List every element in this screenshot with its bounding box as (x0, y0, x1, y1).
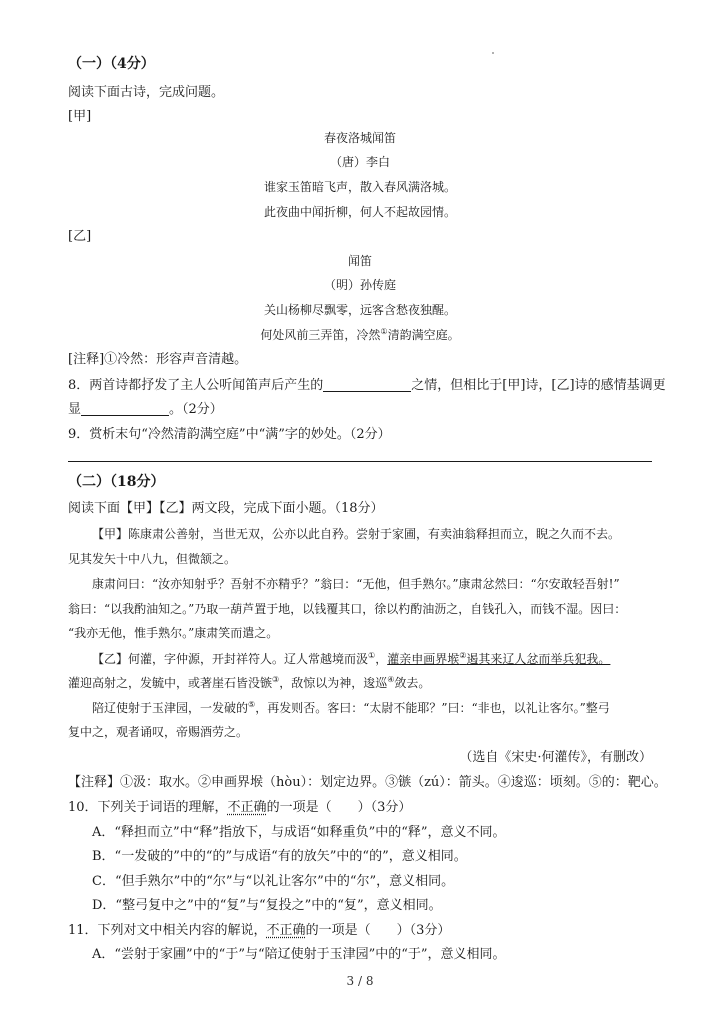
poem-a-author: （唐）李白 (329, 155, 390, 169)
question-8-line1: 8．两首诗都抒发了主人公听闻笛声后产生的 之情，但相比于[甲]诗，[乙]诗的感情基调更 (68, 378, 666, 393)
passage-jia-line3: 康肃问曰：“汝亦知射乎？吾射不亦精乎？”翁曰：“无他，但手熟尔。”康肃忿然曰：“尔安敢轻吾射!” (92, 577, 620, 591)
passage-yi-line2: 灌迎高射之，发毓中，或著崖石皆没镞③，敌惊以为神，逡巡④敛去。 (68, 675, 431, 690)
question-11: 11．下列对文中相关内容的解说，不正确的一项是（ ）（3分） (68, 923, 451, 938)
label-jia: [甲] (68, 109, 92, 124)
poem-b-author: （明）孙传庭 (323, 278, 396, 292)
question-10-option-d[interactable]: D．“整弓复中之”中的“复”与“复投之”中的“复”，意义相同。 (92, 898, 442, 913)
question-10: 10．下列关于词语的理解，不正确的一项是（ ）（3分） (68, 800, 412, 815)
poem-b-line2: 何处风前三弄笛，冷然①清韵满空庭。 (260, 327, 460, 342)
section-heading-1: （一）（4分） (68, 56, 155, 72)
scan-speck (492, 52, 494, 54)
poem-b-title: 闻笛 (347, 254, 372, 268)
question-9: 9．赏析末句“冷然清韵满空庭”中“满”字的妙处。（2分） (68, 427, 391, 442)
question-11-option-a[interactable]: A．“尝射于家圃”中的“于”与“陪辽使射于玉津园”中的“于”，意义相同。 (92, 947, 506, 962)
note-mark: ① (380, 327, 388, 336)
question-10-option-b[interactable]: B．“一发破的”中的“的”与成语“有的放矢”中的“的”，意义相同。 (92, 849, 467, 864)
answer-blank-2[interactable] (81, 401, 169, 416)
question-8-line2: 显 。（2分） (68, 402, 223, 417)
page-number: 3 / 8 (346, 974, 374, 988)
poem-a-line1: 谁家玉笛暗飞声，散入春风满洛城。 (263, 180, 456, 194)
part2-note: 【注释】①汲：取水。②申画界堠（hòu）：划定边界。③镞（zú）：箭头。④逡巡：顷刻。⑤的：靶心。 (68, 775, 667, 790)
part1-intro: 阅读下面古诗，完成问题。 (68, 85, 225, 100)
poem-b-line1: 关山杨柳尽飘零，远客含愁夜独醒。 (263, 303, 456, 317)
passage-jia-line1: 【甲】陈康肃公善射，当世无双，公亦以此自矜。尝射于家圃，有卖油翁释担而立，睨之久而不去。 (92, 527, 621, 541)
section-divider (68, 461, 652, 462)
label-yi: [乙] (68, 229, 92, 244)
passage-yi-line4: 复中之，观者诵叹，帝赐酒劳之。 (68, 725, 249, 739)
poem-a-title: 春夜洛城闻笛 (323, 131, 396, 145)
source-citation: （选自《宋史·何灌传》，有删改） (459, 750, 652, 765)
part1-note: [注释]①冷然：形容声音清越。 (68, 352, 248, 367)
passage-yi-line3: 陪辽使射于玉津园，一发破的⑤，再发则否。客曰：“太尉不能耶？”曰：“非也，以礼让客尔。”整弓 (92, 700, 610, 715)
question-10-option-c[interactable]: C．“但手熟尔”中的“尔”与“以礼让客尔”中的“尔”，意义相同。 (92, 874, 455, 889)
passage-jia-line2: 见其发矢十中八九，但微颔之。 (68, 552, 237, 566)
question-10-option-a[interactable]: A．“释担而立”中“释”指放下，与成语“如释重负”中的“释”，意义不同。 (92, 825, 506, 840)
underlined-sentence: 灌亲申画界堠②遏其来辽人忿而举兵犯我。 (387, 651, 611, 666)
passage-jia-line5: “我亦无他，惟手熟尔。”康肃笑而遣之。 (68, 626, 279, 640)
part2-intro: 阅读下面【甲】【乙】两文段，完成下面小题。（18分） (68, 501, 384, 516)
passage-yi-line1: 【乙】何灌，字仲源，开封祥符人。辽人常越境而汲①，灌亲申画界堠②遏其来辽人忿而举兵犯我。 (92, 651, 611, 666)
poem-a-line2: 此夜曲中闻折柳，何人不起故园情。 (263, 205, 456, 219)
answer-blank-1[interactable] (323, 377, 411, 392)
passage-jia-line4: 翁曰：“以我酌油知之。”乃取一葫芦置于地，以钱覆其口，徐以杓酌油沥之，自钱孔入，而钱不湿。因曰： (68, 602, 627, 616)
section-heading-2: （二）（18分） (68, 474, 165, 490)
